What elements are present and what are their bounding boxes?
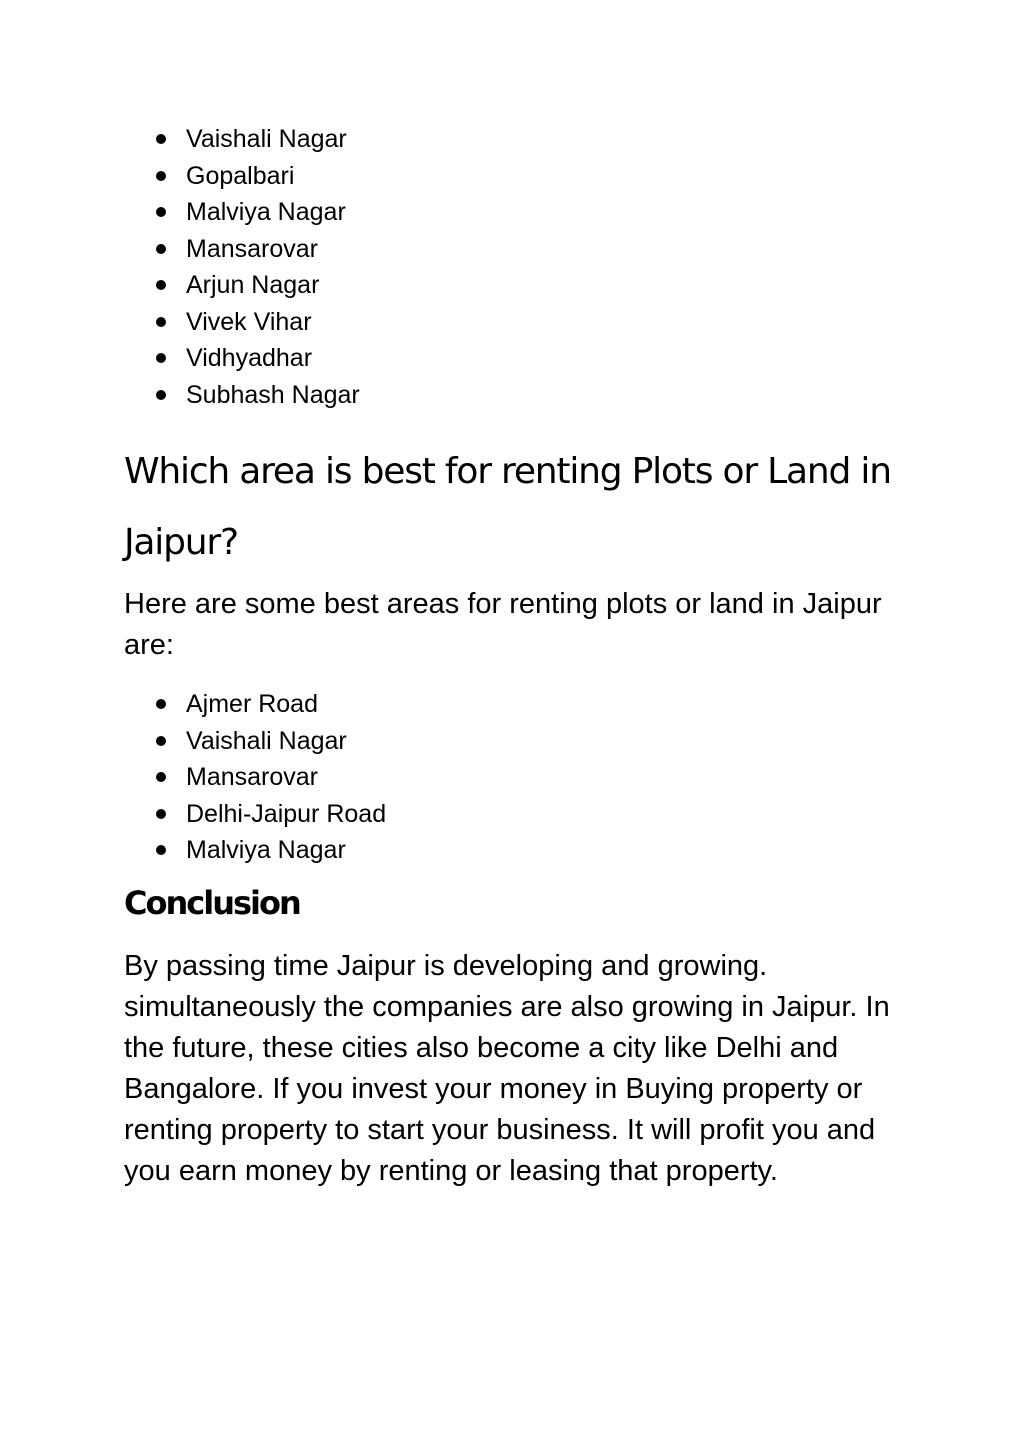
bullet-icon [156, 280, 166, 290]
list-item [156, 194, 360, 231]
list-item-label: Subhash Nagar [186, 380, 360, 409]
list-item [156, 832, 386, 869]
list-item [156, 304, 360, 341]
list-item-label: Vaishali Nagar [186, 125, 347, 153]
list-item [156, 158, 360, 195]
bullet-icon [156, 171, 166, 181]
list-item-label: Mansarovar [186, 763, 318, 791]
conclusion-paragraph: By passing time Jaipur is developing and growing. simultaneously the companies are also growing in Jaipur. In the future, these cities also become a city like Delhi and Bangalore. If you invest your money in Buying property or renting property to start your business. It will profit you and you earn money by renting or leasing that property. [124, 950, 890, 1187]
bullet-icon [156, 134, 166, 144]
bullet-icon [156, 736, 166, 746]
list-item-label: Arjun Nagar [186, 271, 320, 299]
renting-intro-paragraph: Here are some best areas for renting plots or land in Jaipur are: [124, 588, 882, 661]
bullet-icon [156, 845, 166, 855]
bullet-icon [156, 390, 166, 400]
bullet-icon [156, 317, 166, 327]
list-item [156, 121, 360, 158]
bullet-icon [156, 353, 166, 363]
bullet-icon [156, 207, 166, 217]
section-heading-renting: Which area is best for renting Plots or Land in Jaipur? [124, 451, 891, 563]
renting-areas-list [156, 686, 386, 869]
section-heading-conclusion: Conclusion [124, 884, 300, 922]
list-item-label: Ajmer Road [186, 690, 318, 718]
list-item [156, 796, 386, 833]
bullet-icon [156, 809, 166, 819]
list-item [156, 759, 386, 796]
localities-list [156, 121, 360, 413]
list-item [156, 723, 386, 760]
list-item [156, 686, 386, 723]
bullet-icon [156, 772, 166, 782]
bullet-icon [156, 699, 166, 709]
list-item-label: Malviya Nagar [186, 836, 346, 864]
list-item [156, 377, 360, 414]
list-item-label: Vidhyadhar [186, 344, 313, 372]
list-item [156, 340, 360, 377]
list-item-label: Gopalbari [186, 161, 295, 190]
list-item-label: Mansarovar [186, 234, 318, 263]
list-item [156, 231, 360, 268]
list-item-label: Vivek Vihar [186, 307, 312, 336]
list-item-label: Delhi-Jaipur Road [186, 799, 387, 828]
list-item-label: Vaishali Nagar [186, 726, 347, 755]
bullet-icon [156, 244, 166, 254]
list-item-label: Malviya Nagar [186, 198, 346, 226]
list-item [156, 267, 360, 304]
